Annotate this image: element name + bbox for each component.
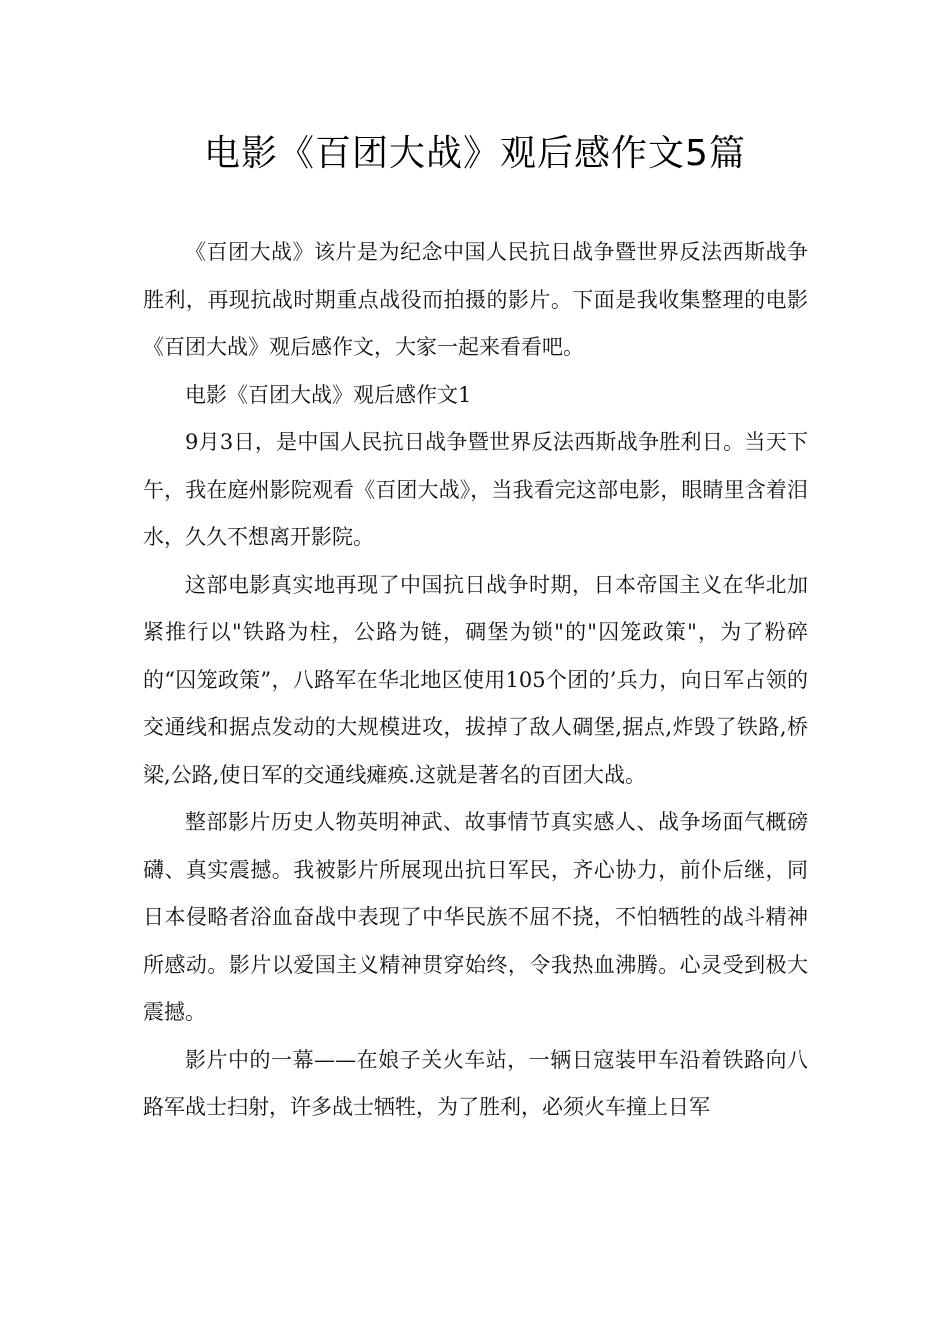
body-paragraph: 影片中的一幕——在娘子关火车站，一辆日寇装甲车沿着铁路向八路军战士扫射，许多战士牺牲，为了胜利，必须火车撞上日军 bbox=[143, 1047, 808, 1119]
intro-paragraph: 《百团大战》该片是为纪念中国人民抗日战争暨世界反法西斯战争胜利，再现抗战时期重点战役而拍摄的影片。下面是我收集整理的电影《百团大战》观后感作文，大家一起来看看吧。 bbox=[143, 240, 808, 359]
document-title: 电影《百团大战》观后感作文5篇 bbox=[204, 133, 746, 174]
body-paragraph: 这部电影真实地再现了中国抗日战争时期，日本帝国主义在华北加紧推行以"铁路为柱，公路为链，碉堡为锁"的"囚笼政策"，为了粉碎的“囚笼政策”，八路军在华北地区使用105个团的’兵力，向日军占领的交通线和据点发动的大规模进攻，拔掉了敌人碉堡,据点,炸毁了铁路,桥梁,公路,使日军的交通线瘫痪.这就是著名的百团大战。 bbox=[143, 572, 808, 787]
body-paragraph: 整部影片历史人物英明神武、故事情节真实感人、战争场面气概磅礴、真实震撼。我被影片所展现出抗日军民，齐心协力，前仆后继，同日本侵略者浴血奋战中表现了中华民族不屈不挠，不怕牺牲的战斗精神所感动。影片以爱国主义精神贯穿始终，令我热血沸腾。心灵受到极大震撼。 bbox=[143, 810, 808, 1024]
body-paragraph: 9月3日，是中国人民抗日战争暨世界反法西斯战争胜利日。当天下午，我在庭州影院观看《百团大战》，当我看完这部电影，眼睛里含着泪水，久久不想离开影院。 bbox=[143, 430, 808, 549]
document-body bbox=[143, 229, 808, 1132]
section-heading: 电影《百团大战》观后感作文1 bbox=[185, 382, 472, 407]
